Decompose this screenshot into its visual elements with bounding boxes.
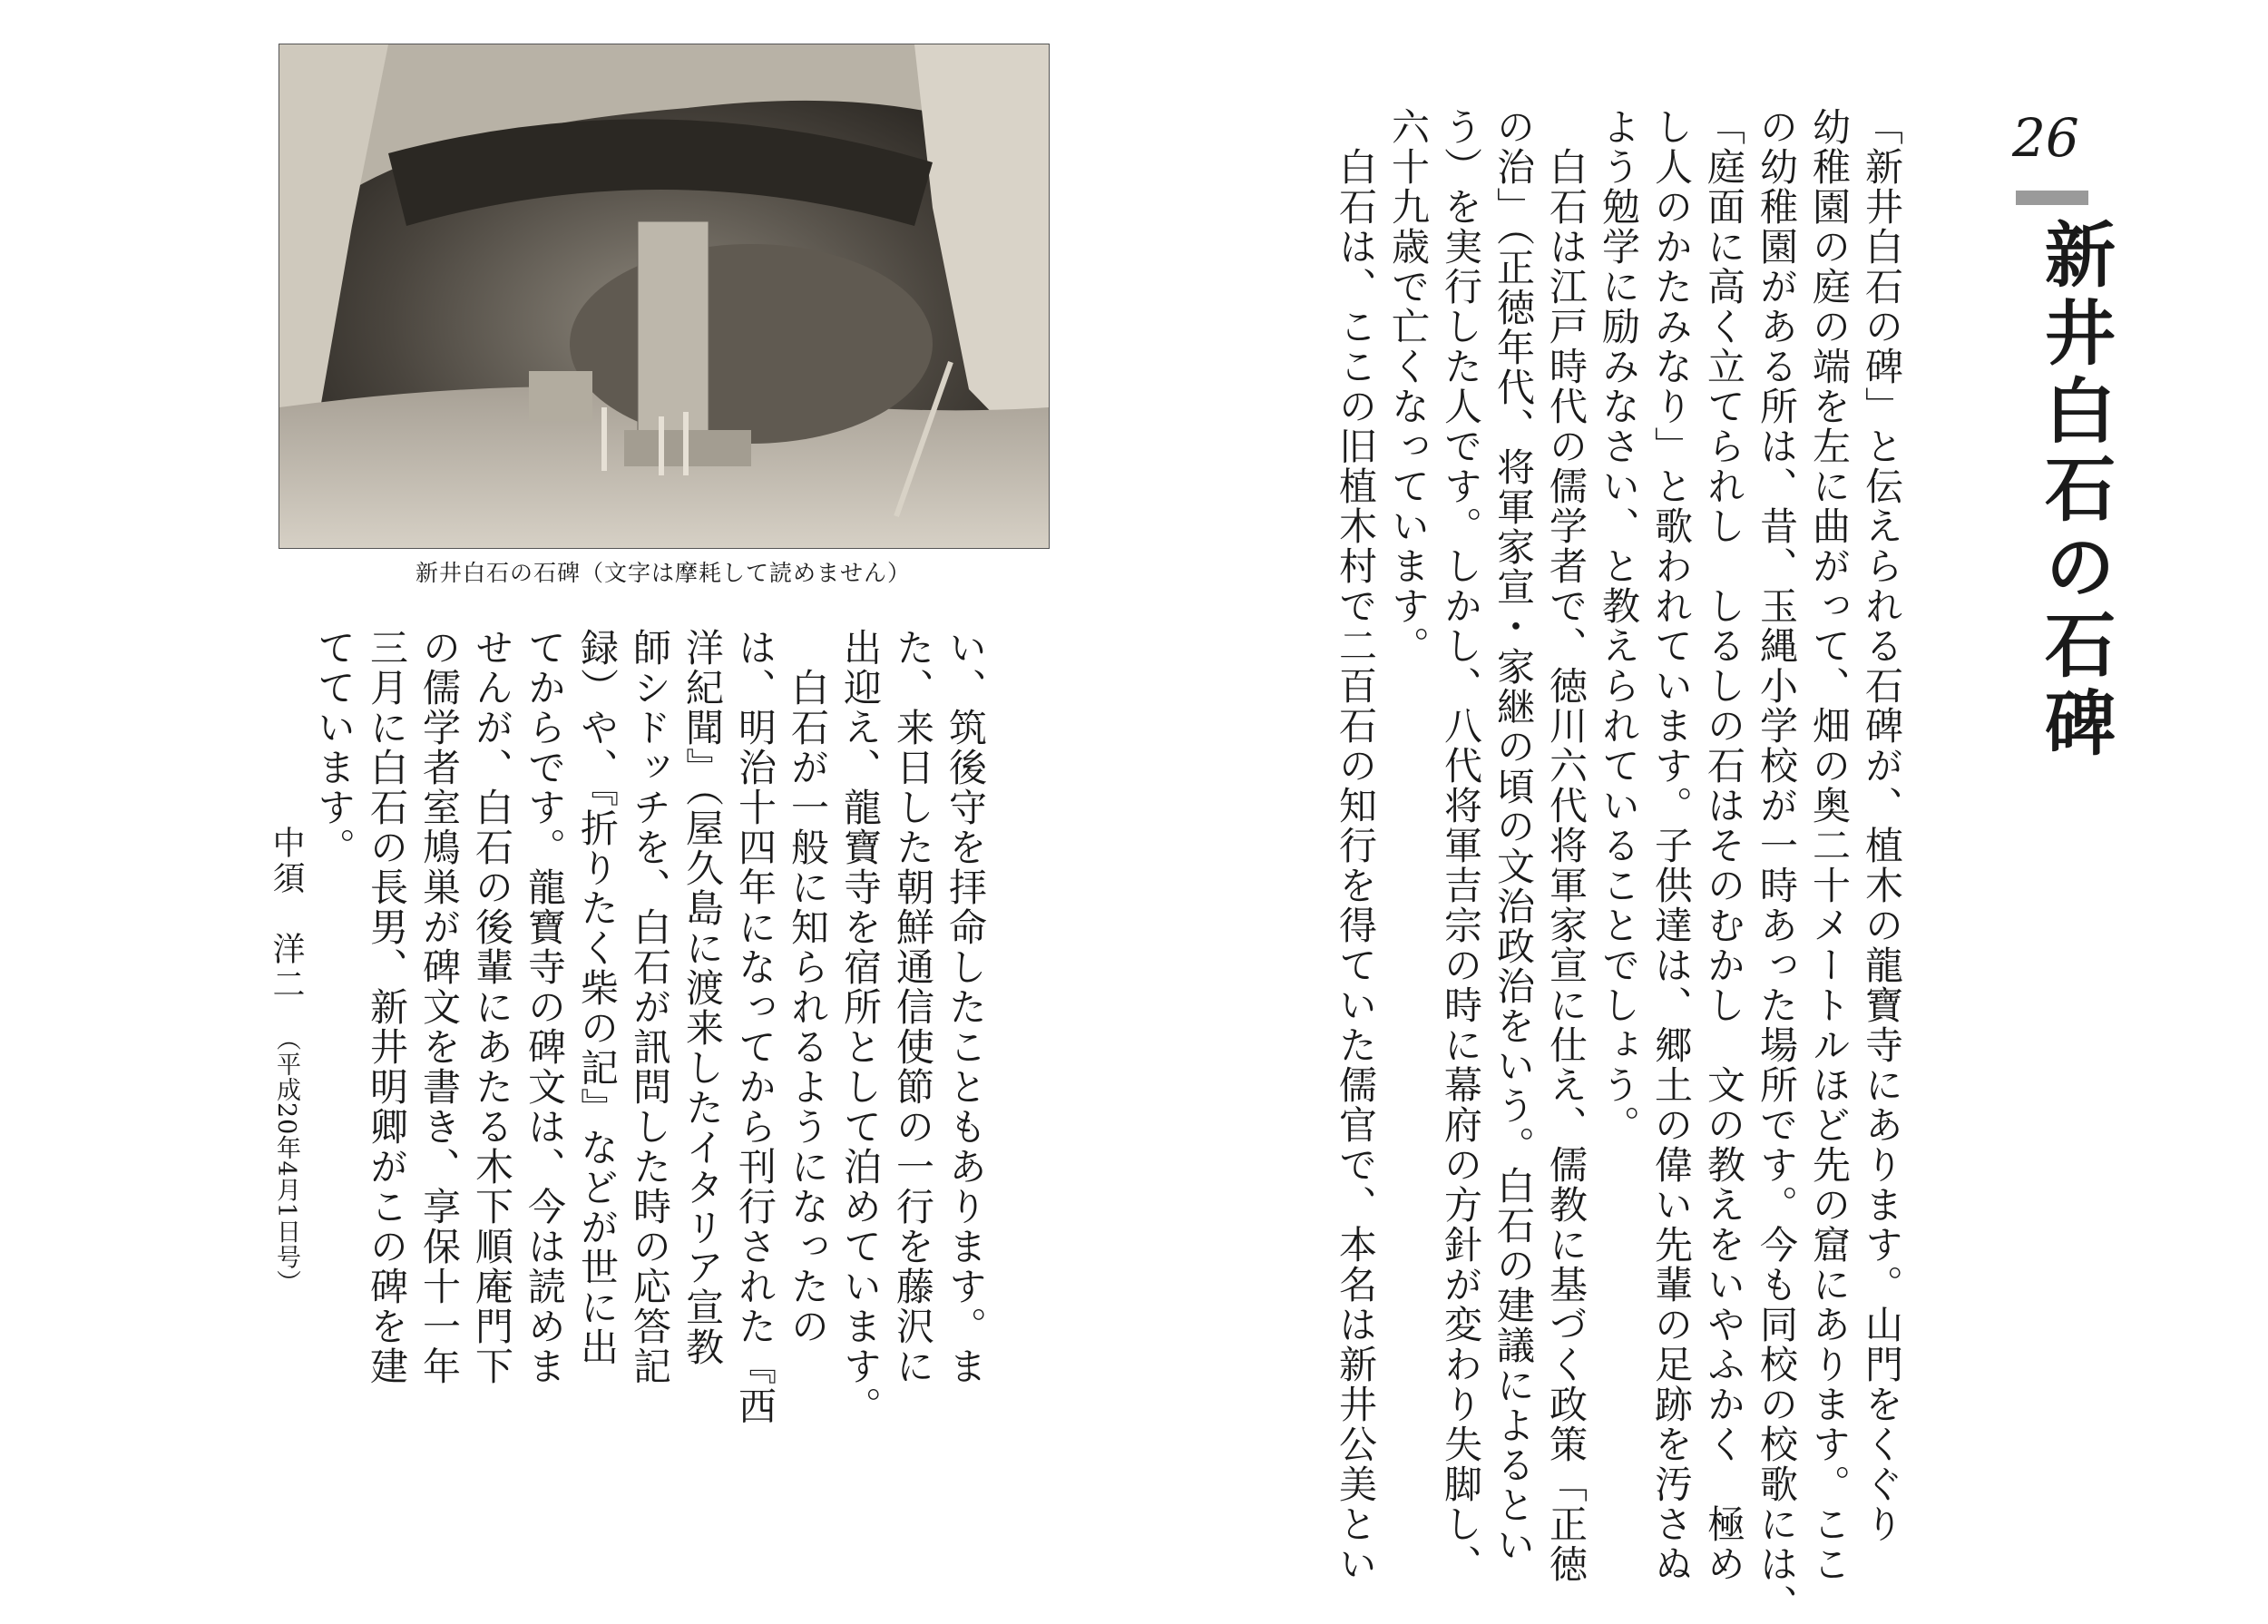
section-rule	[2016, 191, 2088, 205]
section-title: 新井白石の石碑	[2033, 218, 2115, 764]
text-line: 「新井白石の碑」と伝えられる石碑が、植木の龍寶寺にあります。山門をくぐり	[1860, 107, 1904, 1544]
text-line: い、筑後守を拝命したこともあります。ま	[943, 628, 988, 1386]
text-line: た、来日した朝鮮通信使節の一行を藤沢に	[891, 628, 935, 1386]
text-line: 幼稚園の庭の端を左に曲がって、畑の奥二十メートルほど先の窟にあります。ここ	[1807, 107, 1852, 1584]
text-line: し人のかたみなり」と歌われています。子供達は、郷土の偉い先輩の足跡を汚さぬ	[1649, 107, 1694, 1584]
text-line: てからです。龍寶寺の碑文は、今は読めま	[523, 628, 567, 1386]
text-line: 六十九歳で亡くなっています。	[1386, 107, 1431, 666]
text-line: 白石は江戸時代の儒学者で、徳川六代将軍家宣に仕え、儒教に基づく政策「正徳	[1544, 107, 1589, 1584]
cave-monument-image	[279, 44, 1049, 548]
text-line: の治」（正徳年代、将軍家宣・家継の頃の文治政治をいう。白石の建議によるとい	[1491, 107, 1536, 1565]
article-body-upper	[1329, 107, 1908, 1624]
text-line: よう勉学に励みなさい、と教えられていることでしょう。	[1597, 107, 1641, 1145]
text-line: てています。	[312, 628, 357, 867]
text-line: 三月に白石の長男、新井明卿がこの碑を建	[365, 628, 409, 1386]
text-line: 出迎え、龍寶寺を宿所として泊めています。	[838, 628, 883, 1426]
article-body-lower	[308, 628, 992, 1426]
stone-monument-photo	[279, 44, 1050, 549]
text-line: 白石が一般に知られるようになったの	[786, 628, 830, 1346]
author-byline	[263, 826, 309, 1296]
text-line: 洋紀聞』（屋久島に渡来したイタリア宣教	[680, 628, 725, 1367]
text-line: う）を実行した人です。しかし、八代将軍吉宗の時に幕府の方針が変わり失脚し、	[1439, 107, 1483, 1584]
text-line: 白石は、ここの旧植木村で二百石の知行を得ていた儒官で、本名は新井公美とい	[1334, 107, 1378, 1584]
text-line: の儒学者室鳩巣が碑文を書き、享保十一年	[417, 628, 462, 1386]
text-line: 師シドッチを、白石が訊問した時の応答記	[628, 628, 672, 1386]
text-line: は、明治十四年になってから刊行された『西	[733, 628, 777, 1426]
photo-caption: 新井白石の石碑（文字は摩耗して読めません）	[415, 560, 911, 586]
text-line: せんが、白石の後輩にあたる木下順庵門下	[470, 628, 514, 1386]
text-line: の幼稚園がある所は、昔、玉縄小学校が一時あった場所です。今も同校の校歌には、	[1755, 107, 1799, 1624]
text-line: 「庭面に高く立てられし しるしの石はそのむかし 文の教えをいやふかく 極め	[1702, 107, 1746, 1584]
issue-date: （平成20年4月1日号）	[272, 1026, 300, 1296]
author-name: 中須 洋二	[268, 826, 305, 1003]
text-line: 録）や、『折りたく柴の記』などが世に出	[575, 628, 620, 1367]
section-number: 26	[2012, 107, 2079, 169]
